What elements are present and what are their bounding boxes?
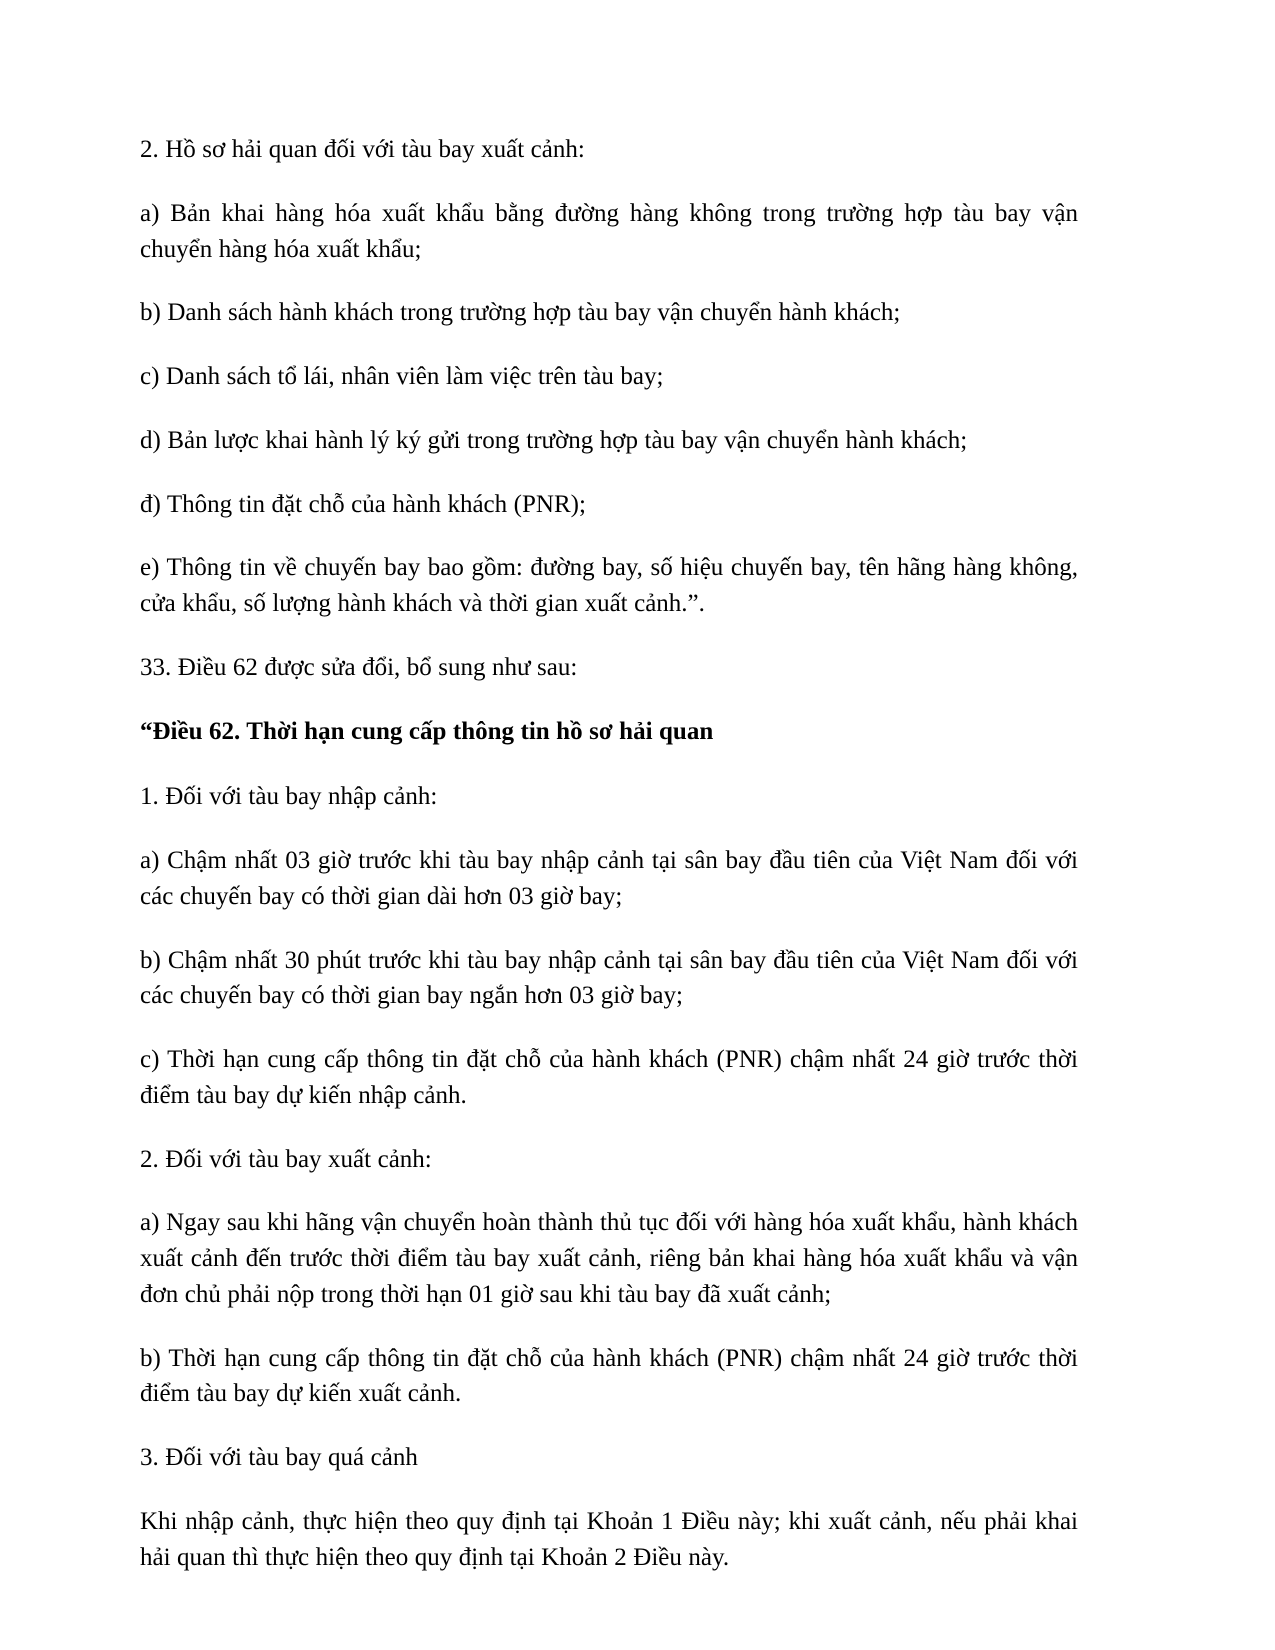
document-body bbox=[140, 132, 1078, 1575]
paragraph-1c-thoi-han-pnr-nhap-canh: c) Thời hạn cung cấp thông tin đặt chỗ của hành khách (PNR) chậm nhất 24 giờ trước thời điểm tàu bay dự kiến nhập cảnh. bbox=[140, 1046, 1078, 1109]
paragraph-3-doi-voi-tau-bay-qua-canh: 3. Đối với tàu bay quá cảnh bbox=[140, 1444, 418, 1471]
paragraph-2a-ban-khai-hang-hoa: a) Bản khai hàng hóa xuất khẩu bằng đường hàng không trong trường hợp tàu bay vận chuyển hàng hóa xuất khẩu; bbox=[140, 199, 1078, 263]
paragraph-khi-nhap-canh-thuc-hien: Khi nhập cảnh, thực hiện theo quy định tại Khoản 1 Điều này; khi xuất cảnh, nếu phải khai hải quan thì thực hiện theo quy định tại Khoản 2 Điều này. bbox=[140, 1507, 1078, 1571]
paragraph-1b-cham-nhat-30-phut: b) Chậm nhất 30 phút trước khi tàu bay nhập cảnh tại sân bay đầu tiên của Việt Nam đối với các chuyến bay có thời gian bay ngắn hơn 03 giờ bay; bbox=[140, 946, 1078, 1010]
heading-dieu-62: “Điều 62. Thời hạn cung cấp thông tin hồ sơ hải quan bbox=[140, 717, 714, 745]
paragraph-2b-danh-sach-hanh-khach: b) Danh sách hành khách trong trường hợp tàu bay vận chuyển hành khách; bbox=[140, 299, 901, 327]
paragraph-2-ho-so-hai-quan: 2. Hồ sơ hải quan đối với tàu bay xuất cảnh: bbox=[140, 136, 585, 163]
paragraph-2e-thong-tin-chuyen-bay: e) Thông tin về chuyến bay bao gồm: đường bay, số hiệu chuyến bay, tên hãng hàng không, cửa khẩu, số lượng hành khách và thời gian xuất cảnh.”. bbox=[140, 554, 1078, 617]
paragraph-1a-cham-nhat-03-gio: a) Chậm nhất 03 giờ trước khi tàu bay nhập cảnh tại sân bay đầu tiên của Việt Nam đối với các chuyến bay có thời gian dài hơn 03 giờ bay; bbox=[140, 847, 1078, 910]
paragraph-2-doi-voi-tau-bay-xuat-canh: 2. Đối với tàu bay xuất cảnh: bbox=[140, 1145, 432, 1173]
paragraph-2b-thoi-han-pnr-xuat-canh: b) Thời hạn cung cấp thông tin đặt chỗ của hành khách (PNR) chậm nhất 24 giờ trước thời điểm tàu bay dự kiến xuất cảnh. bbox=[140, 1344, 1078, 1408]
paragraph-2d-ban-luoc-khai-hanh-ly: d) Bản lược khai hành lý ký gửi trong trường hợp tàu bay vận chuyển hành khách; bbox=[140, 426, 968, 454]
paragraph-1-doi-voi-tau-bay-nhap-canh: 1. Đối với tàu bay nhập cảnh: bbox=[140, 783, 438, 811]
paragraph-2a-ngay-sau-khi-hang-van-chuyen: a) Ngay sau khi hãng vận chuyển hoàn thành thủ tục đối với hàng hóa xuất khẩu, hành khách xuất cảnh đến trước thời điểm tàu bay xuất cảnh, riêng bản khai hàng hóa xuất khẩu và vận đơn chủ phải nộp trong thời hạn 01 giờ sau khi tàu bay đã xuất cảnh; bbox=[140, 1209, 1078, 1308]
paragraph-33-dieu-62-sua-doi: 33. Điều 62 được sửa đổi, bổ sung như sau: bbox=[140, 653, 578, 681]
paragraph-2c-danh-sach-to-lai: c) Danh sách tổ lái, nhân viên làm việc trên tàu bay; bbox=[140, 363, 664, 390]
paragraph-2dd-thong-tin-dat-cho: đ) Thông tin đặt chỗ của hành khách (PNR); bbox=[140, 490, 586, 518]
